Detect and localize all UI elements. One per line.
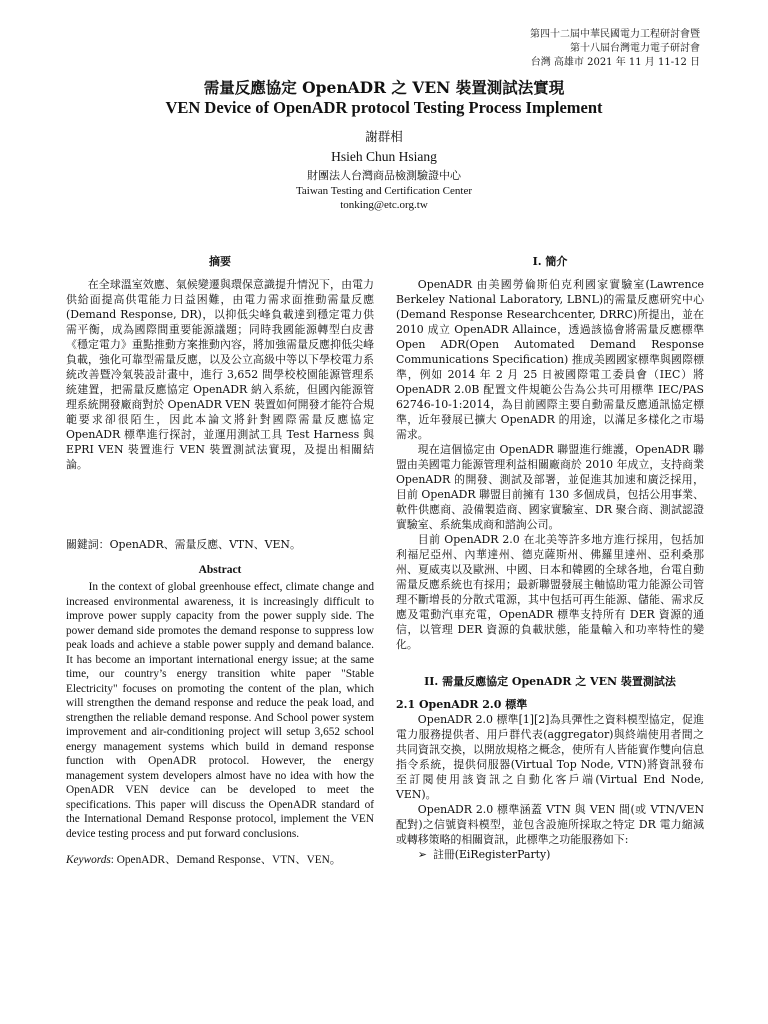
keywords-zh: 關鍵詞：OpenADR、需量反應、VTN、VEN。 xyxy=(66,538,301,551)
author-email: tonking@etc.org.tw xyxy=(340,199,428,211)
keywords-en-text: : OpenADR、Demand Response、VTN、VEN。 xyxy=(110,854,342,866)
abstract-en xyxy=(66,580,374,841)
abstract-en-body: In the context of global greenhouse effect, climate change and increased environmental awareness, it is increasingly difficult to improve power supply capacity from the power supply side. The power demand side promotes the demand response to suppress low peak loads and achieve a stable power supply and demand balance. It has become an important international energy issue; at the same time, our country’s energy transition white paper "Stable Electricity" focuses on promoting the content of the plan, which will strengthen the demand response and reduce the peak load, and strengthen the reliable demand response. And School power system improvement and air-conditioning project will setup 3,652 school energy management systems which build in demand response function with OpenADR protocol. However, the energy management system developers almost have no idea with how the OpenADR VEN device can be developed to meet the specifications. This paper will discuss the OpenADR standard of the International Demand Response protocol, implement the VEN device testing process and put forward conclusions. xyxy=(66,581,374,840)
right-column xyxy=(396,254,704,862)
affiliation-english: Taiwan Testing and Certification Center xyxy=(295,185,473,197)
arrow-bullet-icon: ➢ xyxy=(417,848,427,861)
subsection-heading: 2.1 OpenADR 2.0 標準 xyxy=(396,698,528,711)
author-name-english: Hsieh Chun Hsiang xyxy=(331,149,437,164)
author-name-chinese: 謝群相 xyxy=(365,129,403,144)
section1-paragraph: 目前 OpenADR 2.0 在北美等許多地方進行採用，包括加利福尼亞州、內華達州、德克薩斯州、佛羅里達州、亞利桑那州、夏威夷以及歐洲、中國、日本和韓國的全球各地，台電自動需量反應系統也有採用；最新聯盟發展主軸協助電力能源公司管理不斷增長的分散式電源，其中包括可再生能源、儲能、需求反應及電動汽車充電，OpenADR 標準支持所有 DER 資源的通信，以管理 DER 資源的負載狀態，能量輸入和功率特性的變化。 xyxy=(396,533,704,651)
author-block xyxy=(0,128,768,212)
affiliation-chinese: 財團法人台灣商品檢測驗證中心 xyxy=(307,169,461,182)
left-column xyxy=(66,254,374,868)
conference-line: 第十八屆台灣電力電子研討會 xyxy=(570,43,700,54)
keywords-en xyxy=(66,853,374,868)
section2-paragraph: OpenADR 2.0 標準[1][2]為具彈性之資料模型協定，促進電力服務提供者、用戶群代表(aggregator)與終端使用者間之共同資訊交換，以開放規格之概念，使所有人皆能實作雙向信息指令系統，提供伺服器(Virtual Top Node, VTN)將資訊發布至訂閱使用該資訊之自動化客戶端(Virtual End Node, VEN)。 xyxy=(396,713,704,801)
abstract-zh-heading: 摘要 xyxy=(209,255,231,268)
title-english: VEN Device of OpenADR protocol Testing Process Implement xyxy=(165,98,603,117)
section2-paragraph: OpenADR 2.0 標準涵蓋 VTN 與 VEN 間(或 VTN/VEN 配對)之信號資料模型，並包含設施所採取之特定 DR 電力縮減或轉移策略的相關資訊，此標準之功能服務如下: xyxy=(396,803,704,846)
section1-paragraph: 現在這個協定由 OpenADR 聯盟進行維護，OpenADR 聯盟由美國電力能源管理利益相關廠商於 2010 年成立，支持商業 OpenADR 的開發、測試及部署，並促進其加速和廣泛採用，目前 OpenADR 聯盟目前擁有 130 多個成員，包括公用事業、軟件供應商、設備製造商、國家實驗室、DR 聚合商、測試認證實驗室、系統集成商和諮詢公司。 xyxy=(396,443,704,531)
abstract-en-heading: Abstract xyxy=(198,564,242,576)
conference-line: 第四十二屆中華民國電力工程研討會暨 xyxy=(530,29,700,40)
bullet-item xyxy=(396,847,704,862)
keywords-en-label: Keywords xyxy=(66,854,111,866)
abstract-zh xyxy=(66,277,374,537)
conference-line: 台灣 高雄市 2021 年 11 月 11-12 日 xyxy=(530,57,700,68)
conference-info xyxy=(530,28,700,70)
section1-paragraph: OpenADR 由美國勞倫斯伯克利國家實驗室(Lawrence Berkeley National Laboratory, LBNL)的需量反應研究中心(Demand Response Researchcenter, DRRC)所提出，並在 2010 成立 OpenADR Allaince，透過該協會將需量反應標準 Open ADR(Open Automated Demand Response Communications Specification) 推成美國國家標準與國際標準，例如 2014 年 2 月 25 日被國際電工委員會（IEC）將 OpenADR 2.0B 配置文件規範公告為公共可用標準 IEC/PAS 62746-10-1:2014，為目前國際主要自動需量反應通訊協定標準，近年發展已擴大 OpenADR 的用途，以滿足多樣化之市場需求。 xyxy=(396,278,704,441)
abstract-zh-body: 在全球溫室效應、氣候變遷與環保意識提升情況下，由電力供給面提高供電能力日益困難，由電力需求面推動需量反應(Demand Response, DR)，以抑低尖峰負載達到穩定電力供需平衡，成為國際間重要能源議題；同時我國能源轉型白皮書《穩定電力》重點推動方案推動內容，將加強需量反應抑低尖峰負載，強化可靠型需量反應，以及公立高級中等以下學校電力系統改善暨冷氣裝設計畫中，進行 3,652 間學校校園能源管理系統建置，把需量反應協定 OpenADR 納入系統，但國內能源管理系統開發廠商對於 OpenADR VEN 裝置如何開發才能符合規範要求卻很陌生，因此本論文將針對國際需量反應協定 OpenADR 標準進行探討，並運用測試工具 Test Harness 與 EPRI VEN 裝置進行 VEN 裝置測試法實現，及提出相關結論。 xyxy=(66,278,374,471)
title-chinese: 需量反應協定 OpenADR 之 VEN 裝置測試法實現 xyxy=(203,78,565,97)
bullet-text: 註冊(EiRegisterParty) xyxy=(432,848,551,861)
section1-heading: I. 簡介 xyxy=(532,255,568,268)
section2-heading: II. 需量反應協定 OpenADR 之 VEN 裝置測試法 xyxy=(424,675,676,688)
